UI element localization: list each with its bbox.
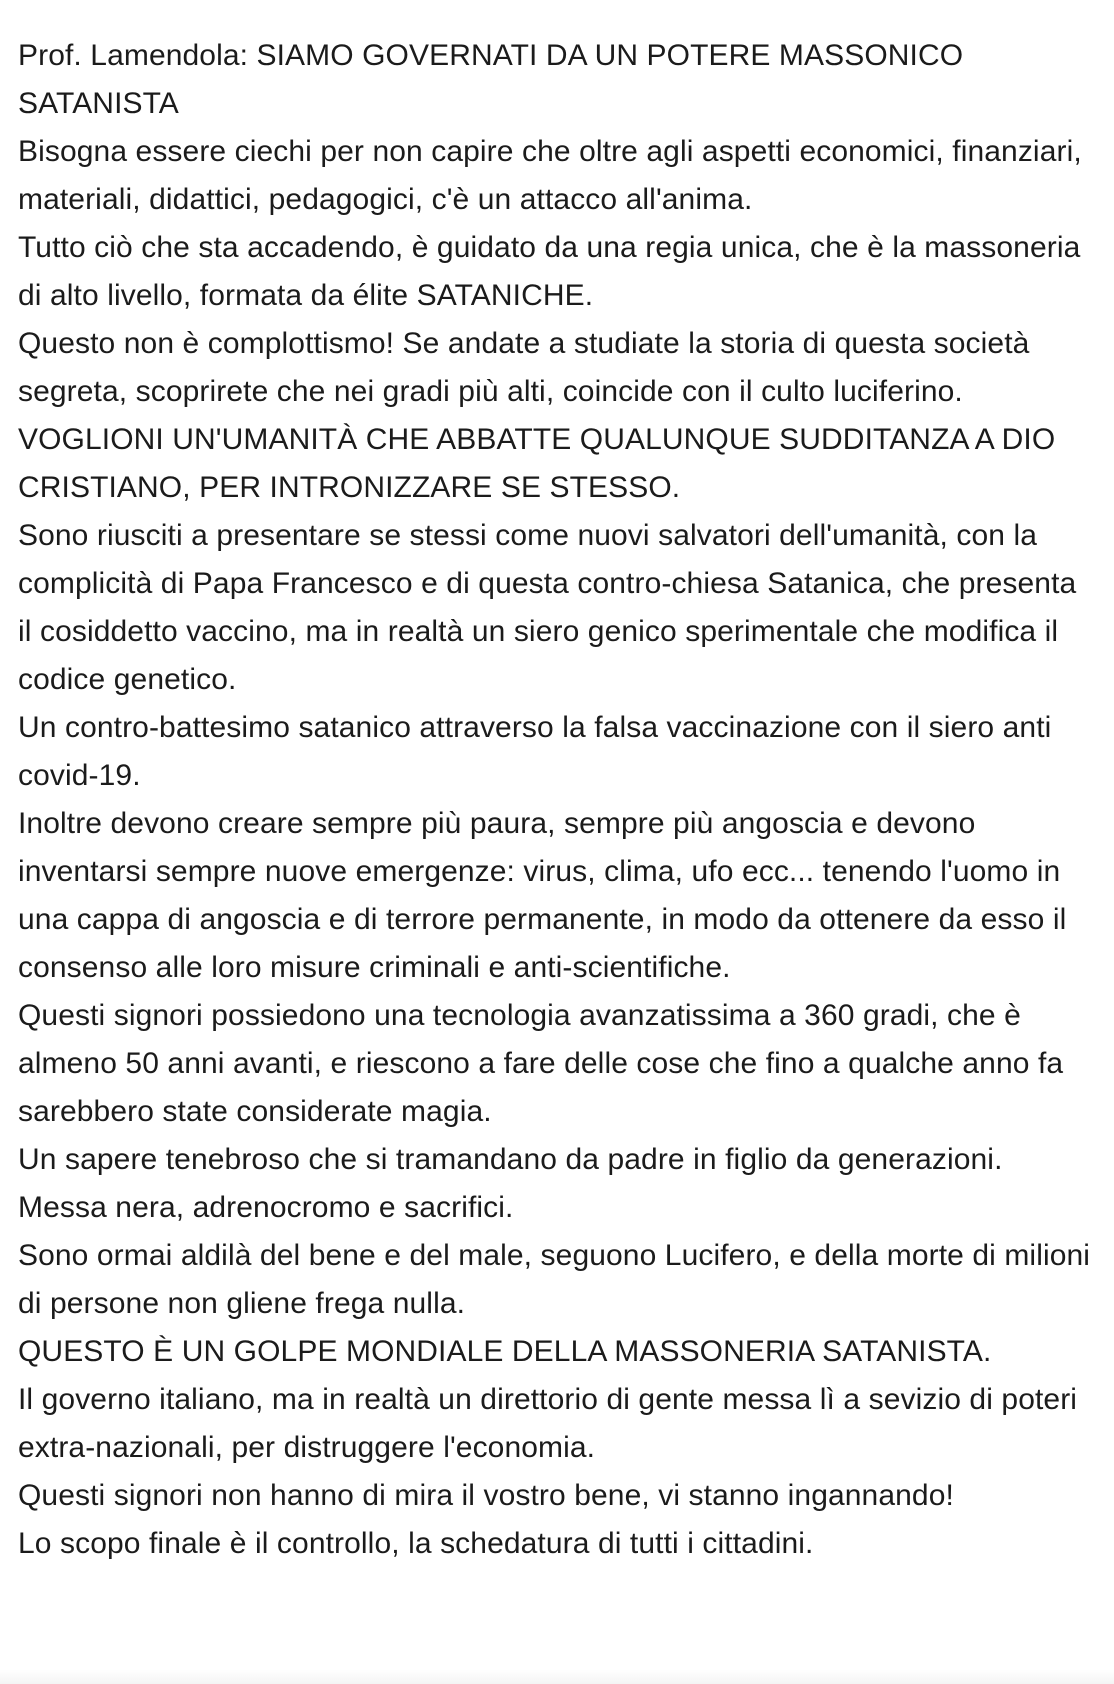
paragraph: Questi signori possiedono una tecnologia avanzatissima a 360 gradi, che è almeno 50 anni avanti, e riescono a fare delle cose che fino a qualche anno fa sarebbero state considerate magia. [18,999,1064,1128]
paragraph: Questo non è complottismo! Se andate a studiate la storia di questa società segreta, scoprirete che nei gradi più alti, coincide con il culto luciferino. [18,327,1030,408]
paragraph: Bisogna essere ciechi per non capire che oltre agli aspetti economici, finanziari, materiali, didattici, pedagogici, c'è un attacco all'anima. [18,135,1082,216]
paragraph: Questi signori non hanno di mira il vostro bene, vi stanno ingannando! [18,1479,954,1512]
paragraph: QUESTO È UN GOLPE MONDIALE DELLA MASSONERIA SATANISTA. [18,1335,992,1368]
paragraph: Il governo italiano, ma in realtà un direttorio di gente messa lì a sevizio di poteri extra-nazionali, per distruggere l'economia. [18,1383,1078,1464]
post-text-body [18,32,1098,1568]
post-title-line: Prof. Lamendola: SIAMO GOVERNATI DA UN POTERE MASSONICO SATANISTA [18,39,964,120]
paragraph: VOGLIONI UN'UMANITÀ CHE ABBATTE QUALUNQUE SUDDITANZA A DIO CRISTIANO, PER INTRONIZZARE SE STESSO. [18,423,1056,504]
paragraph: Inoltre devono creare sempre più paura, sempre più angoscia e devono inventarsi sempre nuove emergenze: virus, clima, ufo ecc... tenendo l'uomo in una cappa di angoscia e di terrore permanente, in modo da ottenere da esso il consenso alle loro misure criminali e anti-scientifiche. [18,807,1067,984]
paragraph: Lo scopo finale è il controllo, la schedatura di tutti i cittadini. [18,1527,814,1560]
paragraph: Un contro-battesimo satanico attraverso la falsa vaccinazione con il siero anti covid-19. [18,711,1052,792]
paragraph: Sono ormai aldilà del bene e del male, seguono Lucifero, e della morte di milioni di persone non gliene frega nulla. [18,1239,1091,1320]
paragraph: Sono riusciti a presentare se stessi come nuovi salvatori dell'umanità, con la complicità di Papa Francesco e di questa contro-chiesa Satanica, che presenta il cosiddetto vaccino, ma in realtà un siero genico sperimentale che modifica il codice genetico. [18,519,1077,696]
paragraph: Un sapere tenebroso che si tramandano da padre in figlio da generazioni. Messa nera, adrenocromo e sacrifici. [18,1143,1003,1224]
bottom-edge-shade [0,1670,1114,1684]
paragraph: Tutto ciò che sta accadendo, è guidato da una regia unica, che è la massoneria di alto livello, formata da élite SATANICHE. [18,231,1081,312]
